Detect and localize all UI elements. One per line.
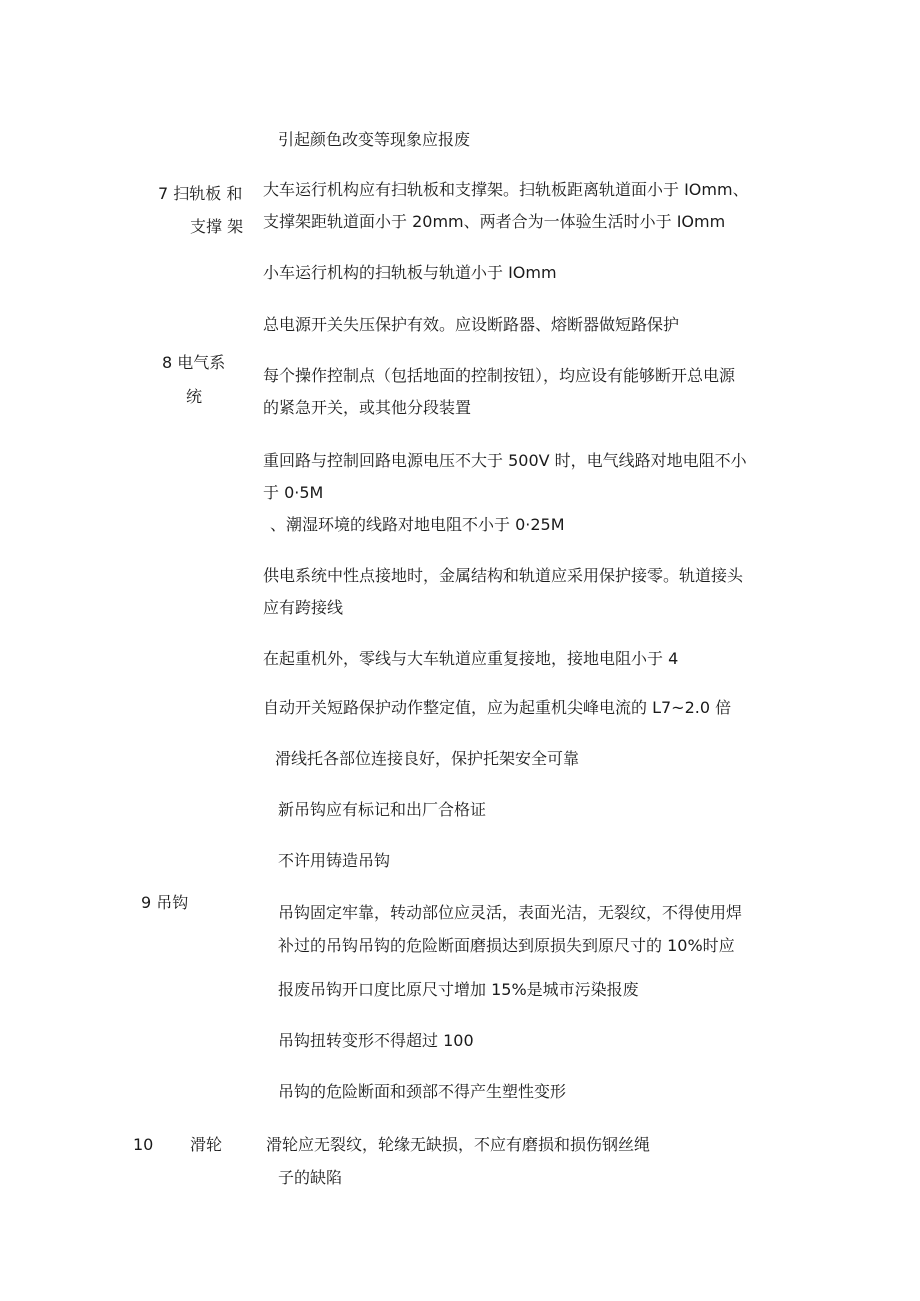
text-line: 自动开关短路保护动作整定值，应为起重机尖峰电流的 L7~2.0 倍 [263,698,732,717]
text-line: 引起颜色改变等现象应报废 [278,130,471,149]
text-line: 吊钩固定牢靠，转动部位应灵活，表面光洁，无裂纹，不得使用焊 [278,903,743,922]
text-line: 重回路与控制回路电源电压不大于 500V 时，电气线路对地电阻不小 [263,451,747,470]
text-line: 子的缺陷 [278,1168,343,1187]
text-line: 每个操作控制点（包括地面的控制按钮），均应设有能够断开总电源 [263,366,736,385]
text-line: 支撑架距轨道面小于 20mm、两者合为一体验生活时小于 IOmm [263,212,726,231]
text-line: 、潮湿环境的线路对地电阻不小于 0·25M [270,515,565,534]
text-line: 总电源开关失压保护有效。应设断路器、熔断器做短路保护 [263,315,680,334]
text-line: 吊钩的危险断面和颈部不得产生塑性变形 [278,1082,567,1101]
text-line: 应有跨接线 [263,598,344,617]
text-line: 滑轮应无裂纹，轮缘无缺损，不应有磨损和损伤钢丝绳 [266,1135,651,1154]
text-line: 补过的吊钩吊钩的危险断面磨损达到原损失到原尺寸的 10%时应 [278,936,735,955]
text-line: 报废吊钩开口度比原尺寸增加 15%是城市污染报废 [278,980,639,999]
item-8-label-line1: 8 电气系 [162,353,226,372]
text-line: 供电系统中性点接地时，金属结构和轨道应采用保护接零。轨道接头 [263,566,744,585]
item-9-label: 9 吊钩 [141,893,189,912]
text-line: 小车运行机构的扫轨板与轨道小于 IOmm [263,263,557,282]
text-line: 滑线托各部位连接良好，保护托架安全可靠 [275,749,580,768]
text-line: 的紧急开关，或其他分段装置 [263,398,472,417]
item-10-number: 10 [133,1135,154,1154]
item-8-label-line2: 统 [186,387,203,406]
text-line: 新吊钩应有标记和出厂合格证 [278,800,487,819]
item-10-label: 滑轮 [190,1135,223,1154]
text-line: 吊钩扭转变形不得超过 100 [278,1031,474,1050]
text-line: 不许用铸造吊钩 [278,851,391,870]
item-7-label-line2: 支撑 架 [190,217,244,236]
item-7-label-line1: 7 扫轨板 和 [158,184,243,203]
text-line: 在起重机外，零线与大车轨道应重复接地，接地电阻小于 4 [263,649,679,668]
text-line: 于 0·5M [263,483,324,502]
text-line: 大车运行机构应有扫轨板和支撑架。扫轨板距离轨道面小于 IOmm、 [263,180,749,199]
